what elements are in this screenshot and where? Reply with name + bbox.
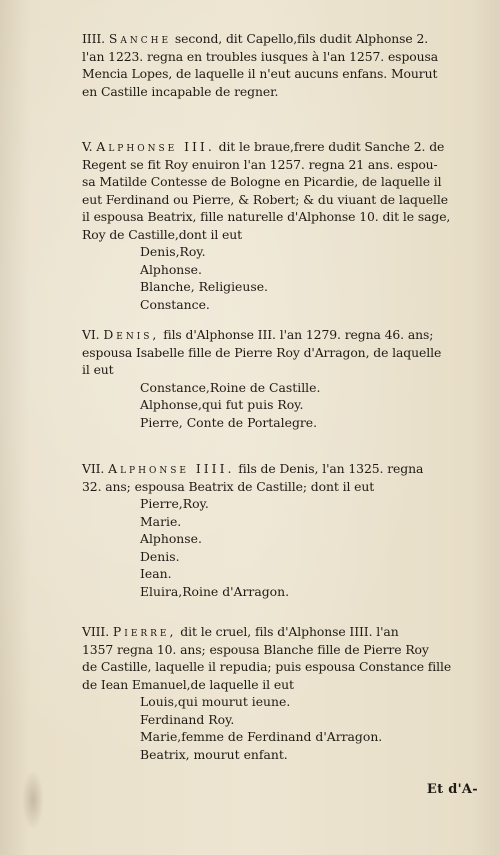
child-item: Constance. <box>140 296 210 312</box>
catchword: Et d'A- <box>426 782 478 797</box>
child-item: Ferdinand Roy. <box>140 711 235 727</box>
child-item: Eluira,Roine d'Arragon. <box>140 583 290 599</box>
reign-number: VIII. <box>82 624 110 639</box>
text-line: Roy de Castille,dont il eut <box>82 226 243 242</box>
entry-alphonse-iiii <box>82 460 482 600</box>
child-item: Pierre,Roy. <box>140 496 209 511</box>
child-item: Alphonse,qui fut puis Roy. <box>140 397 304 412</box>
entry-pierre <box>82 623 482 763</box>
child-item: Denis. <box>140 548 180 564</box>
text-line: 32. ans; espousa Beatrix de Castille; dont il eut <box>82 478 375 494</box>
entry-sanche-ii <box>82 30 482 100</box>
reign-number: IIII. <box>82 31 106 46</box>
king-name: Alphonse III. <box>96 139 215 154</box>
text-line: Mencia Lopes, de laquelle il n'eut aucuns enfans. Mourut <box>82 66 438 81</box>
child-item: Iean. <box>140 566 172 581</box>
text-line: sa Matilde Contesse de Bologne en Picardie, de laquelle il <box>82 174 442 189</box>
heading-rest: fils de Denis, l'an 1325. regna <box>238 461 424 476</box>
child-item: Louis,qui mourut ieune. <box>140 694 291 709</box>
text-line: eut Ferdinand ou Pierre, & Robert; & du viuant de laquelle <box>82 191 448 207</box>
entry-heading-line <box>82 30 482 48</box>
child-item: Pierre, Conte de Portalegre. <box>140 414 318 430</box>
heading-rest: second, dit Capello,fils dudit Alphonse 2. <box>174 31 429 46</box>
reign-number: VI. <box>82 327 100 342</box>
entry-heading-line <box>82 460 482 478</box>
king-name: Sanche <box>108 31 172 46</box>
entry-denis <box>82 326 482 431</box>
child-item: Denis,Roy. <box>140 244 206 259</box>
king-name: Pierre, <box>112 624 177 639</box>
text-line: espousa Isabelle fille de Pierre Roy d'Arragon, de laquelle <box>82 344 442 360</box>
text-line: 1357 regna 10. ans; espousa Blanche fille de Pierre Roy <box>82 641 429 657</box>
king-name: Alphonse IIII. <box>108 461 235 476</box>
child-item: Marie. <box>140 513 182 529</box>
entry-alphonse-iii <box>82 138 482 313</box>
text-line: Regent se fit Roy enuiron l'an 1257. regna 21 ans. espou- <box>82 156 438 172</box>
text-line: il espousa Beatrix, fille naturelle d'Alphonse 10. dit le sage, <box>82 209 451 224</box>
king-name: Denis, <box>103 327 160 342</box>
reign-number: VII. <box>82 461 105 476</box>
heading-rest: dit le braue,frere dudit Sanche 2. de <box>218 139 445 154</box>
child-item: Alphonse. <box>140 261 202 277</box>
entry-heading-line <box>82 326 482 344</box>
child-item: Blanche, Religieuse. <box>140 279 268 294</box>
child-item: Constance,Roine de Castille. <box>140 379 321 395</box>
paper-stain <box>22 770 44 830</box>
heading-rest: dit le cruel, fils d'Alphonse IIII. l'an <box>180 624 399 639</box>
entry-heading-line <box>82 623 482 641</box>
text-line: de Iean Emanuel,de laquelle il eut <box>82 676 294 692</box>
child-item: Alphonse. <box>140 531 202 546</box>
entry-heading-line <box>82 138 482 156</box>
text-line: il eut <box>82 362 114 377</box>
child-item: Beatrix, mourut enfant. <box>140 746 288 762</box>
text-line: de Castille, laquelle il repudia; puis espousa Constance fille <box>82 659 452 674</box>
text-line: l'an 1223. regna en troubles iusques à l'an 1257. espousa <box>82 48 439 64</box>
text-line: en Castille incapable de regner. <box>82 83 279 99</box>
reign-number: V. <box>82 139 93 154</box>
heading-rest: fils d'Alphonse III. l'an 1279. regna 46. ans; <box>163 327 434 342</box>
child-item: Marie,femme de Ferdinand d'Arragon. <box>140 729 383 744</box>
